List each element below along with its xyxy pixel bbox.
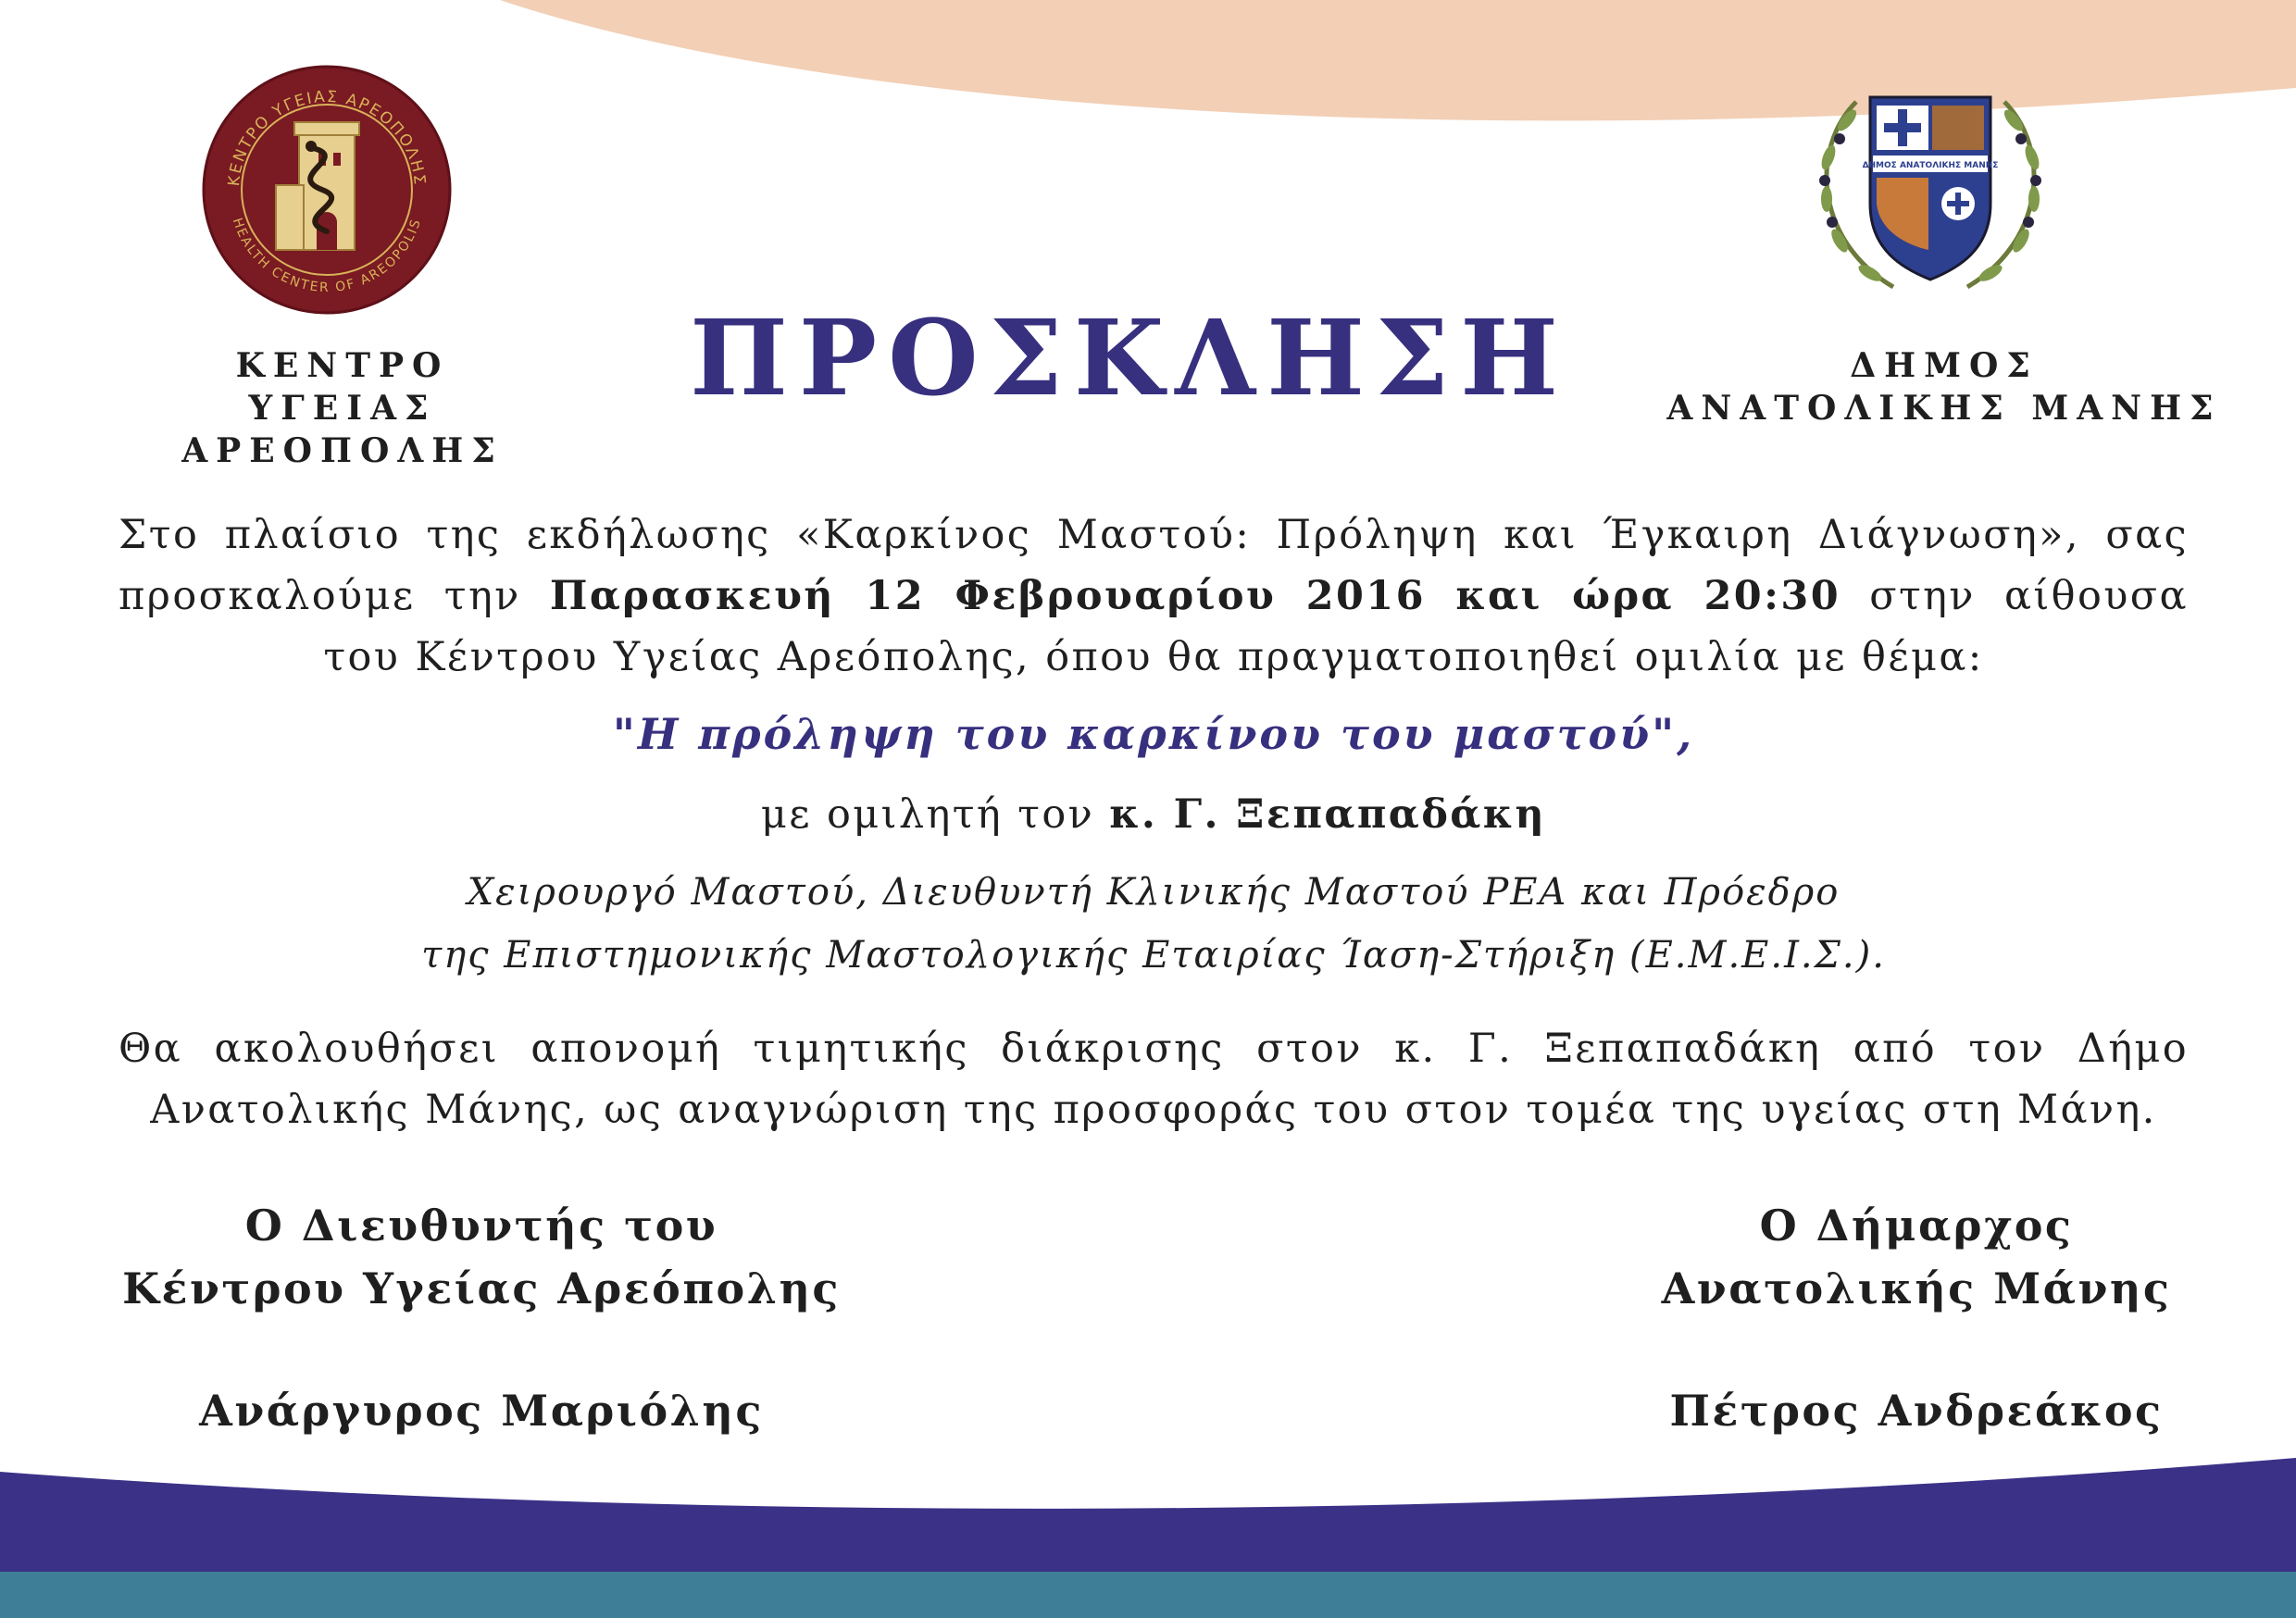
crest-banner-text: ΔΗΜΟΣ ΑΝΑΤΟΛΙΚΗΣ ΜΑΝΗΣ (1862, 161, 1999, 170)
left-org-line2: ΥΓΕΙΑΣ ΑΡΕΟΠΟΛΗΣ (181, 389, 504, 470)
seal-ring-text-gr: ΚΕΝΤΡΟ ΥΓΕΙΑΣ ΑΡΕΟΠΟΛΗΣ (224, 87, 430, 188)
intro-paragraph (119, 504, 2189, 688)
signature-left (93, 1194, 870, 1442)
talk-topic: "Η πρόληψη του καρκίνου του μαστού", (612, 709, 1695, 759)
honor-line-1: Θα ακολουθήσει απονομή τιμητικής διάκρισης στον κ. Γ. Ξεπαπαδάκη από τον Δήμο (119, 1026, 2189, 1072)
municipality-crest-icon (1791, 65, 2069, 315)
right-organization-name (1666, 344, 2222, 429)
speaker-credentials (119, 861, 2189, 987)
credentials-line-1: Χειρουργό Μαστού, Διευθυντή Κλινικής Μαστού ΡΕΑ και Πρόεδρο (467, 871, 1841, 914)
sig-right-role-2: Ανατολικής Μάνης (1661, 1263, 2172, 1313)
speaker-line (119, 782, 2189, 847)
honor-line-2: Ανατολικής Μάνης, ως αναγνώριση της προσφοράς του στον τομέα της υγείας στη Μάνη. (150, 1087, 2157, 1133)
credentials-line-2: της Επιστημονικής Μαστολογικής Εταιρίας Ίαση-Στήριξη (Ε.Μ.Ε.Ι.Σ.). (421, 934, 1886, 977)
intro-line-2 (119, 566, 2189, 627)
honor-paragraph (119, 1018, 2189, 1140)
sig-left-role-2: Κέντρου Υγείας Αρεόπολης (122, 1263, 841, 1313)
right-org-line1: ΔΗΜΟΣ (1850, 346, 2039, 385)
left-organization-name (93, 344, 593, 472)
page-title: ΠΡΟΣΚΛΗΣΗ (690, 298, 1569, 419)
sig-right-name: Πέτρος Ανδρεάκος (1669, 1386, 2164, 1436)
intro-line-2-end: στην αίθουσα (1841, 573, 2189, 619)
sig-right-role-1: Ο Δήμαρχος (1759, 1201, 2074, 1251)
event-date-time: Παρασκευή 12 Φεβρουαρίου 2016 και ώρα 20:30 (549, 573, 1841, 619)
sig-left-name: Ανάργυρος Μαριόλης (199, 1386, 764, 1436)
seal-ring-text-en: HEALTH CENTER OF AREOPOLIS (229, 216, 425, 296)
bottom-teal-band (0, 1572, 2296, 1618)
signature-right (1528, 1194, 2296, 1442)
sig-left-role-1: Ο Διευθυντής του (244, 1201, 718, 1251)
intro-line-1: Στο πλαίσιο της εκδήλωσης «Καρκίνος Μαστού: Πρόληψη και Έγκαιρη Διάγνωση», σας (119, 512, 2189, 558)
right-org-line2: ΑΝΑΤΟΛΙΚΗΣ ΜΑΝΗΣ (1666, 389, 2222, 428)
left-org-line1: ΚΕΝΤΡΟ (235, 346, 450, 385)
intro-line-3: του Κέντρου Υγείας Αρεόπολης, όπου θα πραγματοποιηθεί ομιλία με θέμα: (323, 634, 1984, 680)
speaker-name: κ. Γ. Ξεπαπαδάκη (1109, 791, 1547, 838)
speaker-prefix: με ομιλητή τον (760, 791, 1110, 838)
health-center-seal-icon (202, 65, 452, 315)
intro-line-2-start: προσκαλούμε την (119, 573, 550, 619)
